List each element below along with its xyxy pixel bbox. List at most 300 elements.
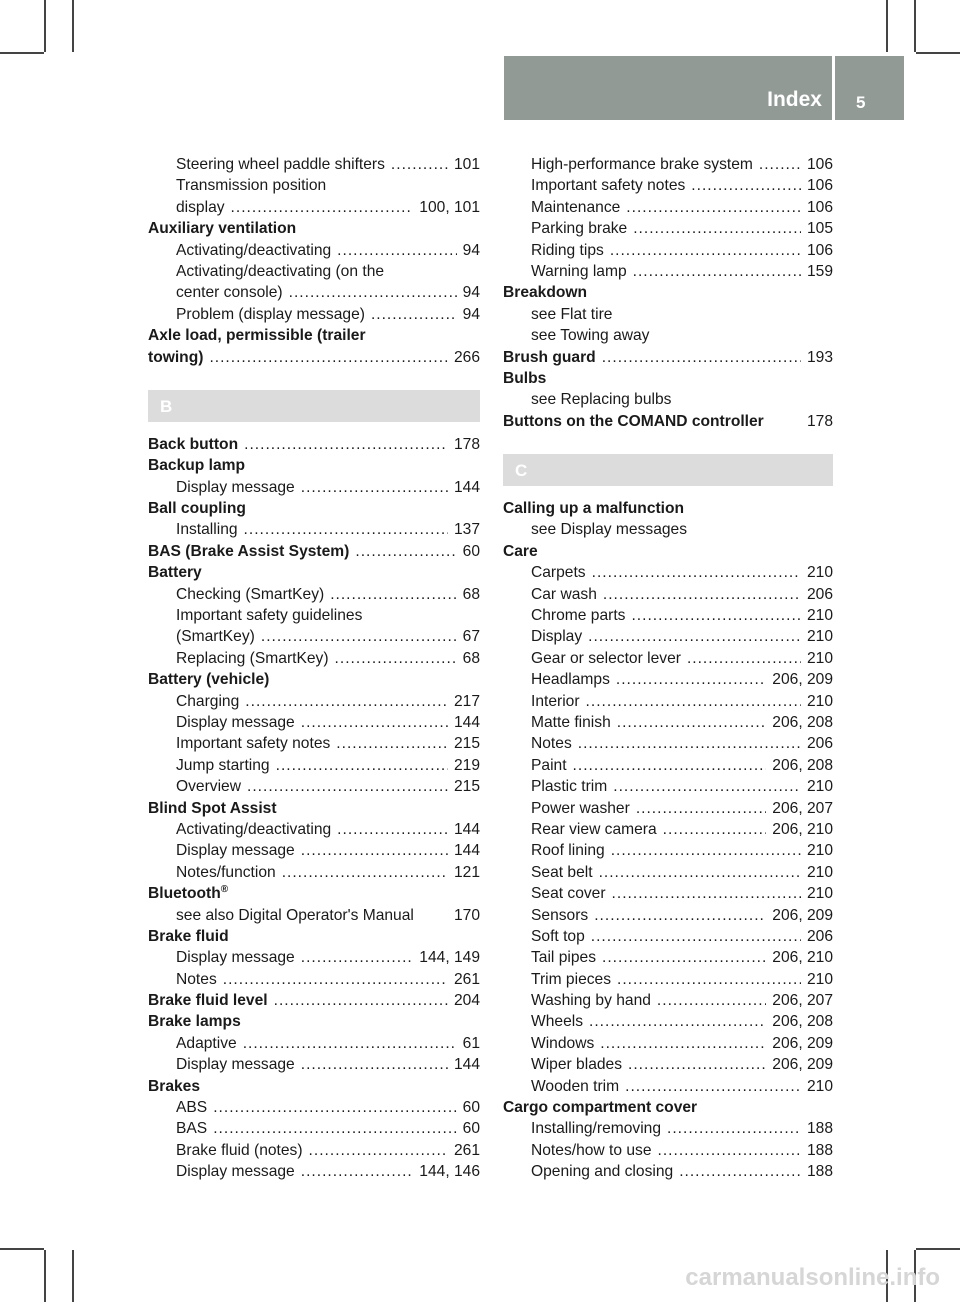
index-entry [503, 347, 833, 368]
index-subentry [503, 1033, 833, 1054]
leader-dots [626, 197, 801, 218]
leader-dots [599, 862, 801, 883]
entry-text: Ball coupling [148, 500, 246, 518]
entry-text: Buttons on the COMAND controller [503, 412, 764, 430]
entry-text: Cargo compartment cover [503, 1099, 698, 1117]
page-reference: 210 [806, 564, 833, 582]
leader-dots [213, 1097, 456, 1118]
entry-text: (SmartKey) [176, 628, 255, 646]
leader-dots [631, 605, 801, 626]
index-subentry [148, 712, 480, 733]
entry-text: Display message [176, 478, 295, 496]
entry-text: Charging [176, 692, 240, 710]
page-reference: 215 [453, 778, 480, 796]
index-entry [148, 498, 480, 519]
entry-text: Car wash [531, 585, 597, 603]
leader-dots [213, 1118, 456, 1139]
leader-dots [600, 1033, 766, 1054]
page-reference: 193 [806, 348, 833, 366]
leader-dots [309, 1140, 448, 1161]
page-reference: 106 [806, 241, 833, 259]
index-subentry [148, 947, 480, 968]
leader-dots [610, 240, 801, 261]
index-subentry [148, 1033, 480, 1054]
entry-text: Interior [531, 692, 580, 710]
entry-text: Overview [176, 778, 241, 796]
page-reference: 178 [453, 435, 480, 453]
leader-dots [759, 154, 801, 175]
entry-text: Power washer [531, 799, 630, 817]
page-reference: 210 [806, 885, 833, 903]
page-reference: 144 [453, 1056, 480, 1074]
entry-text: Seat belt [531, 863, 593, 881]
entry-text: Headlamps [531, 671, 610, 689]
leader-dots [617, 712, 767, 733]
page-reference: 60 [462, 1120, 480, 1138]
index-subentry [503, 969, 833, 990]
index-entry [148, 926, 480, 947]
index-subentry [148, 584, 480, 605]
index-subentry [503, 1161, 833, 1182]
page-reference: 206, 208 [772, 756, 833, 774]
leader-dots [244, 434, 448, 455]
leader-dots [586, 691, 801, 712]
entry-text: Brake fluid [148, 927, 229, 945]
index-subentry [148, 626, 480, 647]
index-subentry [148, 776, 480, 797]
index-entry [503, 368, 833, 389]
leader-dots [616, 669, 766, 690]
entry-text: Battery [148, 564, 202, 582]
leader-dots [247, 776, 448, 797]
page-number: 5 [856, 93, 866, 112]
index-subentry [503, 325, 833, 346]
index-entry [503, 541, 833, 562]
page-reference: 144 [453, 713, 480, 731]
page-reference: 106 [806, 177, 833, 195]
page-reference: 206, 209 [772, 1056, 833, 1074]
leader-dots [679, 1161, 801, 1182]
entry-text: Bulbs [503, 369, 547, 387]
section-header [503, 454, 833, 486]
index-subentry [148, 733, 480, 754]
entry-text: Problem (display message) [176, 305, 365, 323]
entry-text: Sensors [531, 906, 589, 924]
index-subentry [148, 154, 480, 175]
page-reference: 206, 209 [772, 671, 833, 689]
page-reference: 105 [806, 220, 833, 238]
index-entry [148, 347, 480, 368]
index-subentry [503, 883, 833, 904]
page-reference: 188 [806, 1163, 833, 1181]
entry-text: Auxiliary ventilation [148, 220, 297, 238]
page-reference: 210 [806, 649, 833, 667]
entry-text: ABS [176, 1099, 208, 1117]
entry-text: Battery (vehicle) [148, 671, 270, 689]
page-reference: 261 [453, 1141, 480, 1159]
index-entry [503, 282, 833, 303]
entry-text: Display message [176, 949, 295, 967]
index-subentry [148, 175, 480, 196]
index-entry [148, 434, 480, 455]
crop-mark [914, 0, 916, 52]
entry-text: Plastic trim [531, 778, 608, 796]
index-subentry [503, 819, 833, 840]
index-entry [148, 1076, 480, 1097]
index-subentry [148, 1118, 480, 1139]
leader-dots [245, 691, 448, 712]
leader-dots [289, 282, 457, 303]
entry-text: Transmission position [176, 177, 327, 195]
leader-dots [589, 1011, 766, 1032]
leader-dots [628, 1054, 766, 1075]
entry-text: Wheels [531, 1013, 583, 1031]
entry-text: Parking brake [531, 220, 628, 238]
entry-text: Maintenance [531, 198, 621, 216]
page-reference: 188 [806, 1141, 833, 1159]
entry-text: Riding tips [531, 241, 604, 259]
page-reference: 67 [462, 628, 480, 646]
leader-dots [261, 626, 457, 647]
index-subentry [503, 626, 833, 647]
page-reference: 121 [453, 863, 480, 881]
page-reference: 170 [453, 906, 480, 924]
leader-dots [691, 175, 801, 196]
leader-dots [687, 648, 801, 669]
entry-text: see Replacing bulbs [531, 391, 672, 409]
index-column-left [148, 154, 480, 1183]
index-entry [503, 411, 833, 432]
leader-dots [617, 969, 801, 990]
entry-text: Display [531, 628, 583, 646]
entry-text: display [176, 198, 225, 216]
index-subentry [148, 862, 480, 883]
index-subentry [148, 304, 480, 325]
page-reference: 215 [453, 735, 480, 753]
page-reference: 144 [453, 842, 480, 860]
entry-text: Back button [148, 435, 239, 453]
page-reference: 101 [453, 156, 480, 173]
index-subentry [148, 605, 480, 626]
entry-text: Activating/deactivating [176, 241, 332, 259]
page-reference: 94 [462, 284, 480, 302]
page-reference: 94 [462, 241, 480, 259]
leader-dots [594, 905, 766, 926]
leader-dots [602, 347, 801, 368]
entry-text: Washing by hand [531, 992, 651, 1010]
index-subentry [148, 905, 480, 926]
leader-dots [603, 584, 801, 605]
page-reference: 144 [453, 820, 480, 838]
page-reference: 188 [806, 1120, 833, 1138]
entry-text: Bluetooth® [148, 883, 229, 903]
entry-text: see Display messages [531, 521, 688, 539]
entry-text: Activating/deactivating [176, 820, 332, 838]
index-subentry [503, 304, 833, 325]
index-subentry [148, 819, 480, 840]
page-reference: 210 [806, 1077, 833, 1095]
index-subentry [503, 1011, 833, 1032]
crop-mark [72, 1250, 74, 1302]
index-subentry [148, 969, 480, 990]
entry-text: Jump starting [176, 756, 270, 774]
index-subentry [503, 605, 833, 626]
entry-text: Brake fluid (notes) [176, 1141, 303, 1159]
entry-text: Breakdown [503, 284, 588, 302]
entry-text: Axle load, permissible (trailer [148, 327, 366, 345]
header-separator [832, 56, 835, 120]
entry-text: Roof lining [531, 842, 605, 860]
page-reference: 137 [453, 521, 480, 539]
entry-text: Brake fluid level [148, 992, 268, 1010]
page-reference: 210 [806, 628, 833, 646]
entry-text: Wiper blades [531, 1056, 623, 1074]
entry-text: see Towing away [531, 327, 650, 345]
leader-dots [636, 798, 766, 819]
entry-text: center console) [176, 284, 283, 302]
entry-text: Notes [531, 735, 572, 753]
index-subentry [503, 669, 833, 690]
entry-text: Display message [176, 1163, 295, 1181]
entry-text: Tail pipes [531, 949, 597, 967]
page-reference: 106 [806, 198, 833, 216]
index-subentry [503, 733, 833, 754]
entry-text: Matte finish [531, 713, 611, 731]
entry-text: Paint [531, 756, 567, 774]
index-entry [503, 1097, 833, 1118]
leader-dots [335, 648, 457, 669]
page-reference: 204 [453, 992, 480, 1010]
leader-dots [588, 626, 801, 647]
index-entry [148, 455, 480, 476]
index-subentry [148, 282, 480, 303]
leader-dots [633, 261, 801, 282]
leader-dots [301, 477, 448, 498]
page-reference: 210 [806, 607, 833, 625]
index-subentry [503, 218, 833, 239]
entry-text: Care [503, 542, 538, 560]
index-subentry [503, 712, 833, 733]
entry-text: Checking (SmartKey) [176, 585, 325, 603]
entry-text: Important safety guidelines [176, 607, 363, 625]
leader-dots [301, 1161, 414, 1182]
page-reference: 206 [806, 927, 833, 945]
crop-mark [44, 0, 46, 52]
entry-text: Notes/how to use [531, 1141, 652, 1159]
section-header [148, 390, 480, 422]
section-letter: C [515, 461, 528, 481]
leader-dots [231, 197, 414, 218]
leader-dots [209, 347, 448, 368]
index-subentry [148, 840, 480, 861]
entry-text: Important safety notes [176, 735, 331, 753]
entry-text: Trim pieces [531, 970, 612, 988]
crop-mark [886, 0, 888, 52]
entry-text: see Flat tire [531, 305, 613, 323]
page-reference: 144 [453, 478, 480, 496]
index-subentry [148, 1161, 480, 1182]
entry-text: Installing [176, 521, 238, 539]
leader-dots [573, 755, 767, 776]
index-subentry [503, 389, 833, 410]
index-subentry [148, 755, 480, 776]
index-subentry [503, 755, 833, 776]
index-subentry [503, 947, 833, 968]
page-reference: 210 [806, 863, 833, 881]
leader-dots [355, 541, 456, 562]
index-subentry [148, 197, 480, 218]
page-reference: 68 [462, 649, 480, 667]
page-reference: 206 [806, 735, 833, 753]
page-reference: 206, 207 [772, 799, 833, 817]
index-entry [148, 541, 480, 562]
index-entry [148, 798, 480, 819]
index-subentry [503, 240, 833, 261]
crop-mark [916, 52, 960, 54]
entry-text: Display message [176, 842, 295, 860]
page-reference: 210 [806, 970, 833, 988]
page-reference: 206, 209 [772, 1034, 833, 1052]
leader-dots [658, 1140, 801, 1161]
leader-dots [301, 840, 448, 861]
page-reference: 210 [806, 842, 833, 860]
leader-dots [301, 947, 414, 968]
leader-dots [592, 562, 801, 583]
leader-dots [336, 733, 448, 754]
index-subentry [503, 840, 833, 861]
index-subentry [503, 1054, 833, 1075]
leader-dots [274, 990, 448, 1011]
header-bar [504, 56, 904, 120]
entry-text: BAS [176, 1120, 208, 1138]
entry-text: Warning lamp [531, 262, 627, 280]
leader-dots [301, 712, 448, 733]
entry-text: Notes/function [176, 863, 276, 881]
index-subentry [503, 862, 833, 883]
index-subentry [148, 1054, 480, 1075]
index-subentry [503, 648, 833, 669]
index-subentry [503, 154, 833, 175]
entry-text: Installing/removing [531, 1120, 662, 1138]
leader-dots [612, 883, 801, 904]
entry-text: Brush guard [503, 348, 596, 366]
index-subentry [148, 477, 480, 498]
index-subentry [148, 648, 480, 669]
index-subentry [503, 197, 833, 218]
index-subentry [503, 691, 833, 712]
entry-text: Replacing (SmartKey) [176, 649, 329, 667]
page-reference: 206, 208 [772, 713, 833, 731]
leader-dots [337, 240, 456, 261]
index-subentry [503, 261, 833, 282]
crop-mark [0, 52, 44, 54]
index-subentry [148, 519, 480, 540]
index-column-right [503, 154, 833, 1183]
page-reference: 60 [462, 1099, 480, 1117]
leader-dots [591, 926, 801, 947]
index-entry [148, 562, 480, 583]
leader-dots [337, 819, 448, 840]
index-subentry [503, 175, 833, 196]
entry-text: Steering wheel paddle shifters [176, 156, 385, 173]
index-subentry [503, 1118, 833, 1139]
entry-text: Backup lamp [148, 457, 246, 475]
leader-dots [282, 862, 448, 883]
leader-dots [663, 819, 767, 840]
index-subentry [503, 519, 833, 540]
page-reference: 261 [453, 970, 480, 988]
entry-text: Soft top [531, 927, 585, 945]
leader-dots [657, 990, 766, 1011]
leader-dots [391, 154, 448, 175]
entry-text: Windows [531, 1034, 595, 1052]
page-reference: 219 [453, 756, 480, 774]
leader-dots [613, 776, 801, 797]
leader-dots [244, 519, 448, 540]
page-reference: 206, 210 [772, 820, 833, 838]
index-subentry [503, 1140, 833, 1161]
section-letter: B [160, 396, 173, 416]
index-subentry [503, 926, 833, 947]
entry-text: Blind Spot Assist [148, 799, 277, 817]
page-title: Index [767, 88, 822, 111]
entry-text: see also Digital Operator's Manual [176, 906, 414, 924]
entry-text: Display message [176, 1056, 295, 1074]
leader-dots [578, 733, 801, 754]
index-subentry [148, 261, 480, 282]
index-subentry [503, 1076, 833, 1097]
leader-dots [371, 304, 457, 325]
registered-mark: ® [220, 883, 229, 895]
index-entry [148, 1011, 480, 1032]
index-entry [148, 218, 480, 239]
page-reference: 206, 207 [772, 992, 833, 1010]
entry-text: Opening and closing [531, 1163, 674, 1181]
index-subentry [503, 584, 833, 605]
crop-mark [72, 0, 74, 52]
index-subentry [148, 240, 480, 261]
page-reference: 266 [453, 348, 480, 366]
leader-dots [625, 1076, 801, 1097]
leader-dots [243, 1033, 457, 1054]
entry-text: Important safety notes [531, 177, 686, 195]
entry-text: Notes [176, 970, 217, 988]
index-entry [148, 883, 480, 904]
page-reference: 206, 208 [772, 1013, 833, 1031]
entry-text: Adaptive [176, 1034, 237, 1052]
entry-text: BAS (Brake Assist System) [148, 542, 350, 560]
entry-text: Display message [176, 713, 295, 731]
entry-text: Brakes [148, 1077, 201, 1095]
page-reference: 100, 101 [419, 198, 480, 216]
leader-dots [611, 840, 801, 861]
entry-text: Rear view camera [531, 820, 657, 838]
entry-text: Seat cover [531, 885, 606, 903]
page-reference: 217 [453, 692, 480, 710]
page-reference: 210 [806, 778, 833, 796]
index-entry [148, 669, 480, 690]
page-reference: 61 [462, 1034, 480, 1052]
index-subentry [148, 691, 480, 712]
index-subentry [503, 562, 833, 583]
page-reference: 206, 210 [772, 949, 833, 967]
page-reference: 106 [806, 156, 833, 173]
page-reference: 206, 209 [772, 906, 833, 924]
entry-text: High-performance brake system [531, 156, 753, 173]
entry-text: towing) [148, 348, 204, 366]
page-reference: 206 [806, 585, 833, 603]
leader-dots [301, 1054, 448, 1075]
